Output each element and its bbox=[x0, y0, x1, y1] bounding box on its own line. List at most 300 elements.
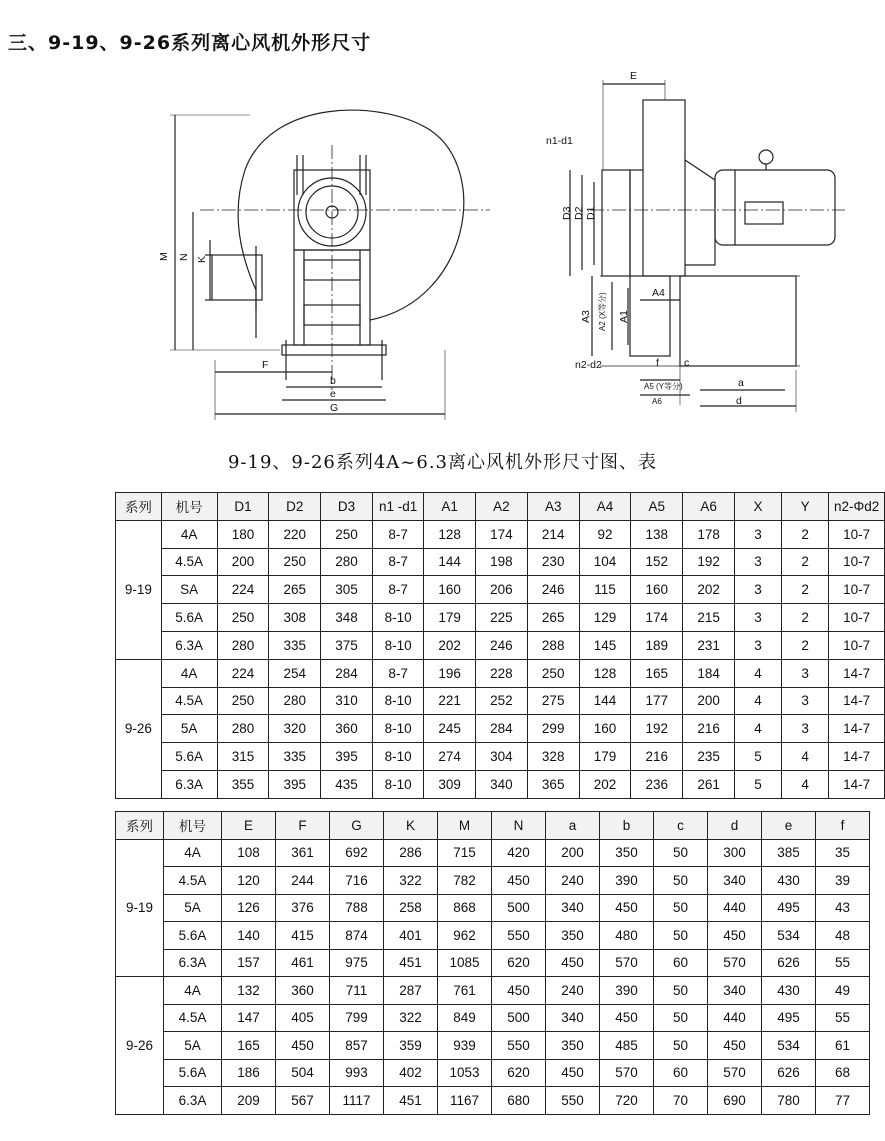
table-cell: 160 bbox=[579, 715, 631, 743]
table-cell: 361 bbox=[276, 839, 330, 867]
table-row bbox=[116, 867, 870, 895]
table-cell: 50 bbox=[654, 1004, 708, 1032]
table-cell: 179 bbox=[579, 743, 631, 771]
table-cell: 104 bbox=[579, 548, 631, 576]
table-cell: 450 bbox=[546, 949, 600, 977]
table-cell: 4A bbox=[164, 977, 222, 1005]
table-cell: 328 bbox=[527, 743, 579, 771]
table-cell: 315 bbox=[217, 743, 269, 771]
table-cell: 3 bbox=[734, 548, 781, 576]
table-cell: 962 bbox=[438, 922, 492, 950]
column-header: c bbox=[654, 812, 708, 840]
table-cell: 359 bbox=[384, 1032, 438, 1060]
table-cell: 202 bbox=[579, 770, 631, 798]
table-cell: 401 bbox=[384, 922, 438, 950]
table-header-row bbox=[116, 493, 885, 521]
dim-label-D3: D3 bbox=[561, 206, 573, 220]
table-cell: 14-7 bbox=[829, 743, 885, 771]
table-cell: 1085 bbox=[438, 949, 492, 977]
table-cell: 14-7 bbox=[829, 659, 885, 687]
table-cell: 350 bbox=[546, 1032, 600, 1060]
table-cell: 165 bbox=[631, 659, 683, 687]
table-cell: 874 bbox=[330, 922, 384, 950]
table-cell: 4.5A bbox=[161, 548, 217, 576]
table-cell: 939 bbox=[438, 1032, 492, 1060]
table-cell: 5A bbox=[164, 894, 222, 922]
table-cell: 450 bbox=[276, 1032, 330, 1060]
table-cell: 1117 bbox=[330, 1087, 384, 1115]
table-cell: 8-10 bbox=[372, 631, 423, 659]
table-cell: 355 bbox=[217, 770, 269, 798]
fan-outline-drawing bbox=[0, 60, 885, 430]
table-cell: 340 bbox=[476, 770, 528, 798]
table-cell: 275 bbox=[527, 687, 579, 715]
table-cell: 4.5A bbox=[164, 1004, 222, 1032]
table-cell: 43 bbox=[816, 894, 870, 922]
dim-label-f: f bbox=[656, 357, 659, 369]
table-caption: 9-19、9-26系列4A~6.3离心风机外形尺寸图、表 bbox=[227, 452, 658, 473]
series-cell: 9-19 bbox=[116, 520, 162, 659]
table-cell: 3 bbox=[782, 687, 829, 715]
table-cell: 280 bbox=[217, 631, 269, 659]
table-cell: 14-7 bbox=[829, 687, 885, 715]
table-cell: 6.3A bbox=[164, 1087, 222, 1115]
table-cell: 550 bbox=[492, 1032, 546, 1060]
column-header: N bbox=[492, 812, 546, 840]
table-row bbox=[116, 520, 885, 548]
table-cell: 225 bbox=[476, 604, 528, 632]
table-cell: 60 bbox=[654, 1059, 708, 1087]
table-row bbox=[116, 894, 870, 922]
table-row bbox=[116, 839, 870, 867]
table-cell: 231 bbox=[683, 631, 735, 659]
dim-label-N: N bbox=[178, 253, 190, 261]
dim-label-D1: D1 bbox=[585, 206, 597, 220]
dim-label-n1-d1: n1-d1 bbox=[546, 135, 573, 147]
table-cell: 120 bbox=[222, 867, 276, 895]
table-cell: 250 bbox=[217, 687, 269, 715]
table-cell: 3 bbox=[734, 604, 781, 632]
table-cell: 2 bbox=[782, 520, 829, 548]
table-cell: 2 bbox=[782, 631, 829, 659]
table-cell: 192 bbox=[683, 548, 735, 576]
table-cell: 240 bbox=[546, 867, 600, 895]
table-cell: 299 bbox=[527, 715, 579, 743]
table-cell: 308 bbox=[269, 604, 321, 632]
table-cell: 8-10 bbox=[372, 604, 423, 632]
table-cell: 395 bbox=[269, 770, 321, 798]
base-plate bbox=[282, 345, 386, 355]
table-cell: 534 bbox=[762, 922, 816, 950]
table-row bbox=[116, 770, 885, 798]
table-cell: 235 bbox=[683, 743, 735, 771]
dim-label-K: K bbox=[196, 255, 208, 263]
table-cell: 128 bbox=[424, 520, 476, 548]
table-cell: 440 bbox=[708, 894, 762, 922]
table-cell: 245 bbox=[424, 715, 476, 743]
table-cell: 61 bbox=[816, 1032, 870, 1060]
table-cell: 215 bbox=[683, 604, 735, 632]
table-cell: 340 bbox=[708, 977, 762, 1005]
table-cell: 202 bbox=[683, 576, 735, 604]
table-cell: 165 bbox=[222, 1032, 276, 1060]
table-cell: 435 bbox=[321, 770, 373, 798]
column-header: M bbox=[438, 812, 492, 840]
table-cell: 4 bbox=[734, 715, 781, 743]
table-cell: 274 bbox=[424, 743, 476, 771]
table-cell: 246 bbox=[476, 631, 528, 659]
table-row bbox=[116, 1059, 870, 1087]
table-cell: 335 bbox=[269, 743, 321, 771]
table-cell: 4.5A bbox=[164, 867, 222, 895]
table-cell: 360 bbox=[321, 715, 373, 743]
table-cell: 4 bbox=[734, 687, 781, 715]
inlet-flange bbox=[602, 170, 630, 276]
table-cell: 500 bbox=[492, 1004, 546, 1032]
dim-label-c: c bbox=[684, 357, 690, 369]
table-cell: 206 bbox=[476, 576, 528, 604]
table-cell: 147 bbox=[222, 1004, 276, 1032]
table-cell: 335 bbox=[269, 631, 321, 659]
table-cell: 304 bbox=[476, 743, 528, 771]
series-cell: 9-26 bbox=[116, 977, 164, 1115]
column-header: f bbox=[816, 812, 870, 840]
table-cell: 567 bbox=[276, 1087, 330, 1115]
table-row bbox=[116, 743, 885, 771]
table-cell: 202 bbox=[424, 631, 476, 659]
table-cell: 4 bbox=[782, 743, 829, 771]
table-cell: 415 bbox=[276, 922, 330, 950]
table-cell: 230 bbox=[527, 548, 579, 576]
column-header: 机号 bbox=[164, 812, 222, 840]
table-cell: 144 bbox=[424, 548, 476, 576]
table-cell: 132 bbox=[222, 977, 276, 1005]
table-cell: 224 bbox=[217, 576, 269, 604]
column-header: 系列 bbox=[116, 493, 162, 521]
table-row bbox=[116, 604, 885, 632]
table-cell: 402 bbox=[384, 1059, 438, 1087]
table-cell: 140 bbox=[222, 922, 276, 950]
table-cell: 570 bbox=[708, 949, 762, 977]
table-cell: 5 bbox=[734, 743, 781, 771]
table-cell: 550 bbox=[546, 1087, 600, 1115]
table-cell: 108 bbox=[222, 839, 276, 867]
table-cell: 250 bbox=[321, 520, 373, 548]
table-cell: 92 bbox=[579, 520, 631, 548]
table-cell: 5A bbox=[164, 1032, 222, 1060]
column-header: e bbox=[762, 812, 816, 840]
table-cell: 3 bbox=[782, 715, 829, 743]
table-cell: 216 bbox=[631, 743, 683, 771]
table-cell: 570 bbox=[600, 949, 654, 977]
table-cell: 214 bbox=[527, 520, 579, 548]
dim-label-A6: A6 bbox=[652, 397, 662, 406]
column-header: A6 bbox=[683, 493, 735, 521]
dimension-table-2 bbox=[115, 811, 870, 1115]
table-cell: 309 bbox=[424, 770, 476, 798]
table-cell: 320 bbox=[269, 715, 321, 743]
table-cell: 14-7 bbox=[829, 715, 885, 743]
table-cell: 50 bbox=[654, 977, 708, 1005]
table-cell: 450 bbox=[708, 1032, 762, 1060]
table-cell: 35 bbox=[816, 839, 870, 867]
table-cell: 5.6A bbox=[161, 743, 217, 771]
table-cell: 450 bbox=[546, 1059, 600, 1087]
table-cell: 224 bbox=[217, 659, 269, 687]
table-row bbox=[116, 631, 885, 659]
table-row bbox=[116, 1004, 870, 1032]
table-cell: 186 bbox=[222, 1059, 276, 1087]
table-cell: 265 bbox=[527, 604, 579, 632]
dim-label-d: d bbox=[736, 395, 742, 407]
table-cell: 1053 bbox=[438, 1059, 492, 1087]
table-cell: 626 bbox=[762, 949, 816, 977]
table-cell: 3 bbox=[734, 520, 781, 548]
table-cell: 480 bbox=[600, 922, 654, 950]
table-cell: 5.6A bbox=[164, 922, 222, 950]
table-cell: 49 bbox=[816, 977, 870, 1005]
table-cell: 68 bbox=[816, 1059, 870, 1087]
dim-label-A1: A1 bbox=[618, 310, 630, 323]
column-header: d bbox=[708, 812, 762, 840]
column-header: A3 bbox=[527, 493, 579, 521]
table-cell: 365 bbox=[527, 770, 579, 798]
table-cell: 200 bbox=[546, 839, 600, 867]
table-cell: 39 bbox=[816, 867, 870, 895]
table-cell: 680 bbox=[492, 1087, 546, 1115]
column-header: K bbox=[384, 812, 438, 840]
table-cell: 200 bbox=[217, 548, 269, 576]
table-cell: 221 bbox=[424, 687, 476, 715]
table-cell: 6.3A bbox=[161, 770, 217, 798]
table-cell: 340 bbox=[546, 1004, 600, 1032]
dim-label-A3: A3 bbox=[580, 310, 592, 323]
table-cell: 4.5A bbox=[161, 687, 217, 715]
table-cell: 178 bbox=[683, 520, 735, 548]
table-cell: 174 bbox=[631, 604, 683, 632]
table-cell: 4A bbox=[164, 839, 222, 867]
table-cell: 286 bbox=[384, 839, 438, 867]
table-cell: 174 bbox=[476, 520, 528, 548]
table-cell: 55 bbox=[816, 949, 870, 977]
table-cell: 261 bbox=[683, 770, 735, 798]
table-cell: 5.6A bbox=[161, 604, 217, 632]
table-cell: 160 bbox=[631, 576, 683, 604]
table-cell: 126 bbox=[222, 894, 276, 922]
dim-label-a: a bbox=[738, 377, 744, 389]
page-heading: 三、9-19、9-26系列离心风机外形尺寸 bbox=[8, 32, 372, 54]
table-cell: 70 bbox=[654, 1087, 708, 1115]
table-cell: 350 bbox=[600, 839, 654, 867]
table-cell: 6.3A bbox=[164, 949, 222, 977]
table-cell: 8-7 bbox=[372, 576, 423, 604]
table-cell: 3 bbox=[782, 659, 829, 687]
table-cell: 250 bbox=[527, 659, 579, 687]
table-cell: 14-7 bbox=[829, 770, 885, 798]
table-cell: 8-10 bbox=[372, 687, 423, 715]
table-cell: 385 bbox=[762, 839, 816, 867]
column-header: n1 -d1 bbox=[372, 493, 423, 521]
table-cell: 620 bbox=[492, 949, 546, 977]
table-cell: 252 bbox=[476, 687, 528, 715]
table-cell: 626 bbox=[762, 1059, 816, 1087]
table-cell: 50 bbox=[654, 867, 708, 895]
dim-label-A5: A5 (Y等分) bbox=[644, 382, 683, 391]
table-cell: 440 bbox=[708, 1004, 762, 1032]
column-header: D1 bbox=[217, 493, 269, 521]
table-cell: 55 bbox=[816, 1004, 870, 1032]
table-row bbox=[116, 977, 870, 1005]
dim-label-D2: D2 bbox=[573, 206, 585, 220]
table-cell: 145 bbox=[579, 631, 631, 659]
table-row bbox=[116, 922, 870, 950]
table-cell: 451 bbox=[384, 949, 438, 977]
column-header: b bbox=[600, 812, 654, 840]
dim-label-G: G bbox=[330, 402, 339, 414]
table-cell: 975 bbox=[330, 949, 384, 977]
table-cell: 4A bbox=[161, 659, 217, 687]
table-cell: 849 bbox=[438, 1004, 492, 1032]
table-cell: 300 bbox=[708, 839, 762, 867]
table-row bbox=[116, 576, 885, 604]
dim-label-E: E bbox=[630, 70, 638, 82]
table-row bbox=[116, 1087, 870, 1115]
table-cell: 711 bbox=[330, 977, 384, 1005]
table-cell: 200 bbox=[683, 687, 735, 715]
dim-label-M: M bbox=[158, 252, 170, 261]
table-cell: 570 bbox=[600, 1059, 654, 1087]
table-cell: 550 bbox=[492, 922, 546, 950]
dim-label-b: b bbox=[330, 375, 336, 387]
column-header: A1 bbox=[424, 493, 476, 521]
table-row bbox=[116, 949, 870, 977]
dim-label-e: e bbox=[330, 388, 336, 400]
table-cell: 258 bbox=[384, 894, 438, 922]
table-cell: 236 bbox=[631, 770, 683, 798]
table-cell: 570 bbox=[708, 1059, 762, 1087]
table-cell: 716 bbox=[330, 867, 384, 895]
column-header: F bbox=[276, 812, 330, 840]
table-cell: 500 bbox=[492, 894, 546, 922]
table-cell: 1167 bbox=[438, 1087, 492, 1115]
outlet-duct bbox=[212, 255, 262, 300]
table-cell: 198 bbox=[476, 548, 528, 576]
table-cell: 60 bbox=[654, 949, 708, 977]
table-cell: 4 bbox=[734, 659, 781, 687]
table-cell: 340 bbox=[708, 867, 762, 895]
table-cell: 715 bbox=[438, 839, 492, 867]
table-cell: 250 bbox=[269, 548, 321, 576]
table-cell: 461 bbox=[276, 949, 330, 977]
table-cell: 5A bbox=[161, 715, 217, 743]
table-cell: 287 bbox=[384, 977, 438, 1005]
table-cell: 6.3A bbox=[161, 631, 217, 659]
dim-label-A4: A4 bbox=[652, 287, 665, 299]
table-cell: 50 bbox=[654, 839, 708, 867]
table-cell: 10-7 bbox=[829, 520, 885, 548]
table-cell: 322 bbox=[384, 1004, 438, 1032]
table-cell: 534 bbox=[762, 1032, 816, 1060]
table-cell: 265 bbox=[269, 576, 321, 604]
table-cell: 692 bbox=[330, 839, 384, 867]
column-header: G bbox=[330, 812, 384, 840]
table-cell: 196 bbox=[424, 659, 476, 687]
table-row bbox=[116, 659, 885, 687]
table-cell: 192 bbox=[631, 715, 683, 743]
table-cell: 390 bbox=[600, 867, 654, 895]
table-cell: 10-7 bbox=[829, 576, 885, 604]
column-header: D3 bbox=[321, 493, 373, 521]
motor-body bbox=[715, 170, 835, 245]
table-cell: 138 bbox=[631, 520, 683, 548]
column-header: A2 bbox=[476, 493, 528, 521]
column-header: A4 bbox=[579, 493, 631, 521]
table-cell: 284 bbox=[321, 659, 373, 687]
table-cell: 5.6A bbox=[164, 1059, 222, 1087]
table-cell: 160 bbox=[424, 576, 476, 604]
column-header: A5 bbox=[631, 493, 683, 521]
column-header: 机号 bbox=[161, 493, 217, 521]
table-cell: 180 bbox=[217, 520, 269, 548]
table-cell: 8-10 bbox=[372, 770, 423, 798]
table-row bbox=[116, 1032, 870, 1060]
table-cell: 495 bbox=[762, 894, 816, 922]
table-cell: 209 bbox=[222, 1087, 276, 1115]
table-cell: 2 bbox=[782, 604, 829, 632]
table-cell: 420 bbox=[492, 839, 546, 867]
table-cell: 50 bbox=[654, 922, 708, 950]
table-cell: 450 bbox=[708, 922, 762, 950]
column-header: 系列 bbox=[116, 812, 164, 840]
table-cell: 8-7 bbox=[372, 520, 423, 548]
table-cell: 348 bbox=[321, 604, 373, 632]
table-cell: 375 bbox=[321, 631, 373, 659]
table-cell: 620 bbox=[492, 1059, 546, 1087]
column-header: a bbox=[546, 812, 600, 840]
table-cell: 250 bbox=[217, 604, 269, 632]
table-cell: 720 bbox=[600, 1087, 654, 1115]
table-cell: 780 bbox=[762, 1087, 816, 1115]
column-header: Y bbox=[782, 493, 829, 521]
table-cell: 8-7 bbox=[372, 548, 423, 576]
volute-casing bbox=[238, 110, 464, 338]
table-cell: 157 bbox=[222, 949, 276, 977]
table-cell: 288 bbox=[527, 631, 579, 659]
table-cell: 376 bbox=[276, 894, 330, 922]
table-cell: 152 bbox=[631, 548, 683, 576]
table-cell: 450 bbox=[492, 867, 546, 895]
motor-eyebolt bbox=[759, 150, 773, 164]
table-cell: 3 bbox=[734, 576, 781, 604]
table-cell: 788 bbox=[330, 894, 384, 922]
table-cell: 50 bbox=[654, 894, 708, 922]
table-cell: 3 bbox=[734, 631, 781, 659]
table-cell: SA bbox=[161, 576, 217, 604]
dim-label-F: F bbox=[262, 359, 269, 371]
table-cell: 4 bbox=[782, 770, 829, 798]
table-cell: 10-7 bbox=[829, 604, 885, 632]
table-cell: 868 bbox=[438, 894, 492, 922]
table-cell: 4A bbox=[161, 520, 217, 548]
table-cell: 761 bbox=[438, 977, 492, 1005]
column-header: n2-Φd2 bbox=[829, 493, 885, 521]
table-cell: 8-7 bbox=[372, 659, 423, 687]
table-cell: 485 bbox=[600, 1032, 654, 1060]
table-cell: 77 bbox=[816, 1087, 870, 1115]
dim-label-n2-d2: n2-d2 bbox=[575, 359, 602, 371]
table-cell: 350 bbox=[546, 922, 600, 950]
table-cell: 430 bbox=[762, 867, 816, 895]
